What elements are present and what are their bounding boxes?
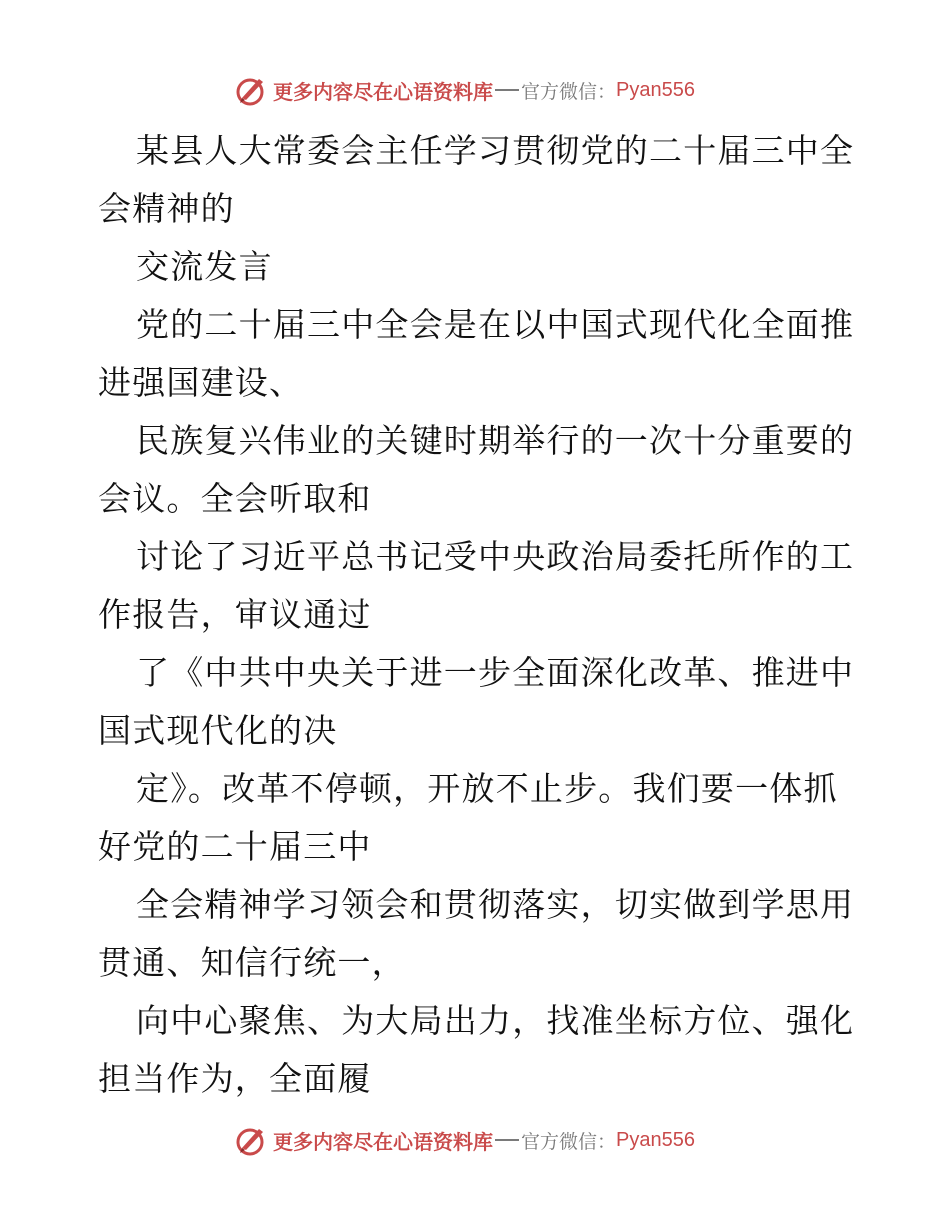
quill-pen-logo-icon xyxy=(233,1123,267,1157)
document-title-line-1: 某县人大常委会主任学习贯彻党的二十届三中全 xyxy=(136,131,855,170)
banner-separator xyxy=(495,1139,519,1141)
text-line: 民族复兴伟业的关键时期举行的一次十分重要的 xyxy=(136,421,855,460)
text-line: 好党的二十届三中 xyxy=(98,827,372,866)
wechat-id: Pyan556 xyxy=(616,1128,695,1151)
text-line: 担当作为，全面履 xyxy=(98,1059,372,1098)
banner-text: 更多内容尽在心语资料库 xyxy=(273,79,493,104)
text-line: 进强国建设、 xyxy=(98,363,304,402)
quill-pen-logo-icon xyxy=(233,73,267,107)
wechat-label: 官方微信： xyxy=(521,1130,617,1153)
document-title-line-2: 会精神的 xyxy=(98,189,235,228)
document-body xyxy=(98,122,858,1108)
banner-text: 更多内容尽在心语资料库 xyxy=(273,1129,493,1154)
text-line: 贯通、知信行统一， xyxy=(98,943,406,982)
text-line: 国式现代化的决 xyxy=(98,711,338,750)
text-line: 讨论了习近平总书记受中央政治局委托所作的工 xyxy=(136,537,855,576)
document-subtitle: 交流发言 xyxy=(136,247,273,286)
footer-banner xyxy=(233,1122,695,1158)
text-line: 了《中共中央关于进一步全面深化改革、推进中 xyxy=(136,653,855,692)
header-banner xyxy=(233,72,695,108)
wechat-id: Pyan556 xyxy=(616,78,695,101)
text-line: 党的二十届三中全会是在以中国式现代化全面推 xyxy=(136,305,855,344)
text-line: 定》。改革不停顿，开放不止步。我们要一体抓 xyxy=(136,769,838,808)
wechat-label: 官方微信： xyxy=(521,80,617,103)
text-line: 作报告，审议通过 xyxy=(98,595,372,634)
text-line: 全会精神学习领会和贯彻落实，切实做到学思用 xyxy=(136,885,855,924)
text-line: 向中心聚焦、为大局出力，找准坐标方位、强化 xyxy=(136,1001,855,1040)
banner-separator xyxy=(495,89,519,91)
text-line: 会议。全会听取和 xyxy=(98,479,372,518)
